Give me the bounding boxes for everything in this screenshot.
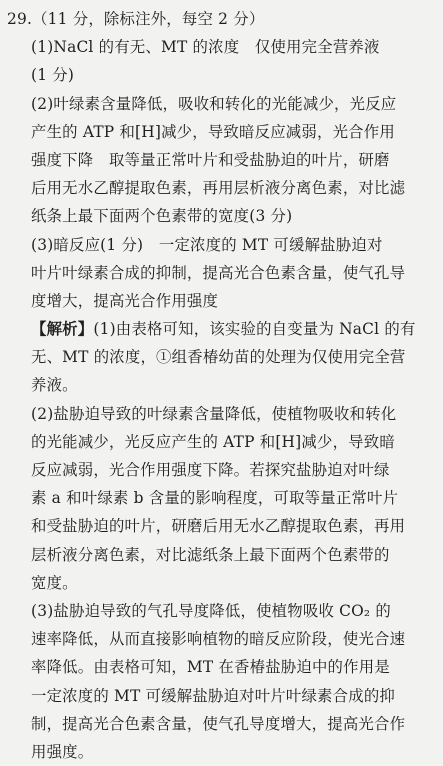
text-line	[7, 541, 431, 569]
line-text: 素 a 和叶绿素 b 含量的影响程度，可取等量正常叶片	[31, 489, 399, 508]
line-text: 一定浓度的 MT 可缓解盐胁迫对叶片叶绿素合成的抑	[31, 686, 396, 705]
text-line	[7, 146, 431, 174]
text-line	[7, 484, 431, 512]
text-line	[7, 231, 431, 259]
text-line	[7, 33, 431, 61]
text-line	[7, 61, 431, 89]
line-text: (2)盐胁迫导致的叶绿素含量降低，使植物吸收和转化	[31, 404, 397, 423]
line-text: 产生的 ATP 和[H]减少，导致暗反应减弱，光合作用	[31, 122, 395, 141]
text-line	[7, 710, 431, 738]
line-text: 的光能减少，光反应产生的 ATP 和[H]减少，导致暗	[31, 432, 395, 451]
text-line	[7, 118, 431, 146]
line-text: (3)暗反应(1 分) 一定浓度的 MT 可缓解盐胁迫对	[31, 235, 383, 254]
text-line	[7, 371, 431, 399]
line-text: 层析液分离色素，对比滤纸条上最下面两个色素带的	[31, 545, 390, 564]
text-line	[7, 625, 431, 653]
line-text: 率降低。由表格可知，MT 在香椿盐胁迫中的作用是	[31, 658, 390, 677]
text-line	[7, 456, 431, 484]
line-text: 速率降低，从而直接影响植物的暗反应阶段，使光合速	[31, 630, 406, 649]
text-line	[7, 174, 431, 202]
line-text: 养液。	[31, 376, 78, 395]
text-line	[7, 653, 431, 681]
line-text: (3)盐胁迫导致的气孔导度降低，使植物吸收 CO₂ 的	[31, 601, 391, 620]
line-text: 强度下降 取等量正常叶片和受盐胁迫的叶片，研磨	[31, 150, 390, 169]
text-line	[7, 343, 431, 371]
text-line	[7, 512, 431, 540]
line-text: 29.（11 分，除标注外，每空 2 分）	[7, 10, 265, 28]
analysis-label: 【解析】	[31, 320, 94, 339]
line-text: 宽度。	[31, 573, 78, 592]
text-line	[7, 682, 431, 710]
text-line	[7, 315, 431, 343]
line-text: 制，提高光合色素含量，使气孔导度增大，提高光合作	[31, 714, 406, 733]
text-line	[7, 569, 431, 597]
text-line	[7, 202, 431, 230]
line-text: 无、MT 的浓度，①组香椿幼苗的处理为仅使用完全营	[31, 348, 406, 367]
line-text: 后用无水乙醇提取色素，再用层析液分离色素，对比滤	[31, 179, 406, 198]
line-text: 纸条上最下面两个色素带的宽度(3 分)	[31, 207, 293, 226]
line-text: (1)由表格可知，该实验的自变量为 NaCl 的有	[93, 320, 416, 339]
text-line	[7, 738, 431, 766]
line-text: 反应减弱，光合作用强度下降。若探究盐胁迫对叶绿	[31, 461, 390, 479]
question-heading	[7, 5, 431, 33]
text-line	[7, 428, 431, 456]
text-line	[7, 90, 431, 118]
line-text: (1 分)	[31, 66, 75, 85]
line-text: (2)叶绿素含量降低，吸收和转化的光能减少，光反应	[31, 94, 397, 113]
line-text: 和受盐胁迫的叶片，研磨后用无水乙醇提取色素，再用	[31, 517, 406, 536]
text-line	[7, 400, 431, 428]
text-line	[7, 259, 431, 287]
line-text: 度增大，提高光合作用强度	[31, 291, 219, 310]
text-line	[7, 287, 431, 315]
line-text: 叶片叶绿素合成的抑制，提高光合色素含量，使气孔导	[31, 263, 406, 282]
line-text: 用强度。	[31, 742, 94, 761]
text-line	[7, 597, 431, 625]
line-text: (1)NaCl 的有无、MT 的浓度 仅使用完全营养液	[31, 38, 380, 57]
